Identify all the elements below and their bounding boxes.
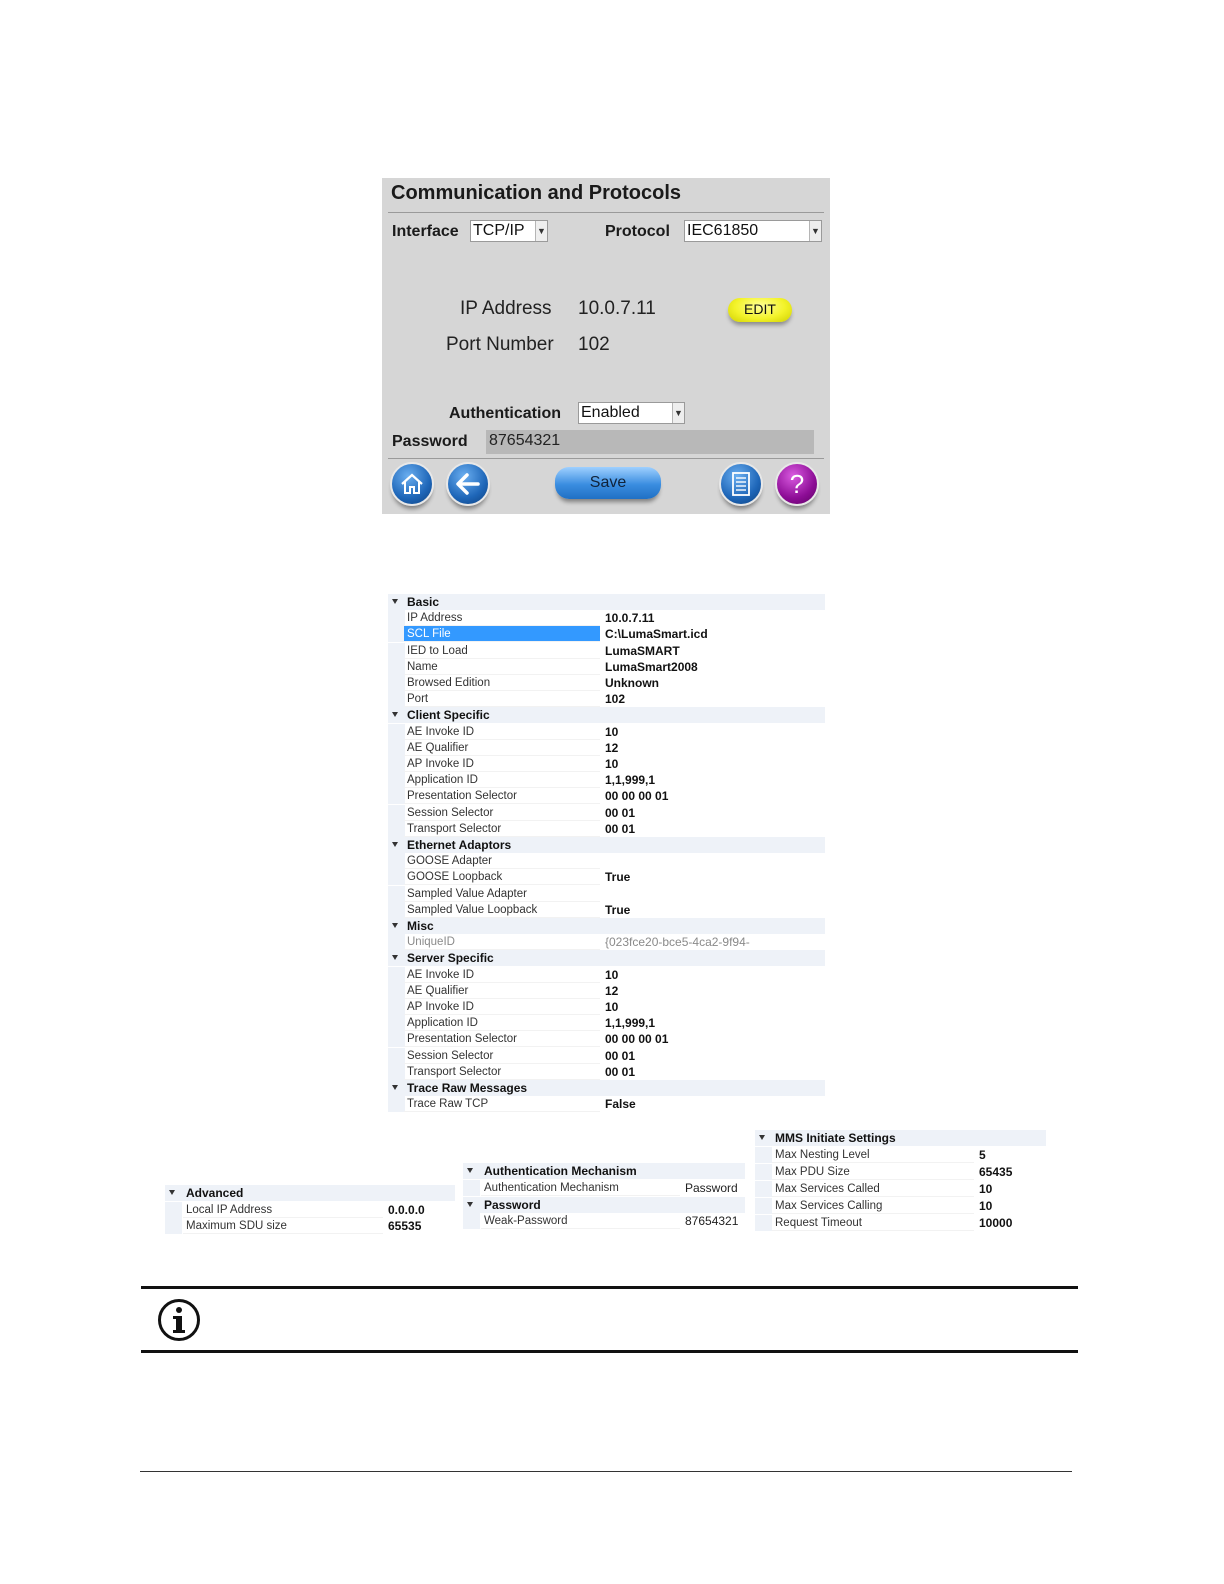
property-row[interactable] bbox=[388, 1031, 825, 1047]
password-label: Password bbox=[392, 433, 468, 450]
property-name: GOOSE Adapter bbox=[404, 853, 600, 869]
row-gutter bbox=[388, 886, 405, 902]
property-name: Authentication Mechanism bbox=[481, 1180, 680, 1196]
edit-button[interactable]: EDIT bbox=[728, 298, 792, 322]
property-name: Port bbox=[404, 691, 600, 707]
document-button[interactable] bbox=[719, 462, 763, 506]
row-gutter bbox=[388, 853, 405, 869]
property-name: Max Services Called bbox=[772, 1181, 974, 1197]
property-value[interactable]: 00 00 00 01 bbox=[605, 789, 669, 804]
property-name: Maximum SDU size bbox=[183, 1218, 383, 1234]
property-value[interactable]: Password bbox=[685, 1180, 738, 1195]
category-label: Trace Raw Messages bbox=[407, 1081, 528, 1095]
category-label: Advanced bbox=[186, 1186, 244, 1200]
ip-address-value: 10.0.7.11 bbox=[578, 298, 656, 319]
property-row[interactable] bbox=[388, 675, 825, 691]
property-row[interactable] bbox=[388, 643, 825, 659]
port-number-value: 102 bbox=[578, 334, 610, 355]
chevron-down-icon[interactable]: ▼ bbox=[672, 403, 684, 423]
row-gutter bbox=[388, 626, 405, 642]
interface-label: Interface bbox=[392, 223, 459, 240]
authentication-select[interactable] bbox=[578, 402, 685, 424]
property-name: Application ID bbox=[404, 772, 600, 788]
property-value[interactable]: 00 01 bbox=[605, 1048, 636, 1063]
property-row[interactable] bbox=[388, 610, 825, 626]
property-row[interactable] bbox=[388, 772, 825, 788]
property-value[interactable]: 12 bbox=[605, 740, 619, 755]
property-value[interactable]: 10.0.7.11 bbox=[605, 611, 655, 626]
property-row[interactable] bbox=[388, 788, 825, 804]
chevron-down-icon[interactable]: ▼ bbox=[535, 221, 547, 241]
property-name: Transport Selector bbox=[404, 821, 600, 837]
property-name: Name bbox=[404, 659, 600, 675]
authentication-value: Enabled bbox=[581, 404, 640, 421]
protocol-value: IEC61850 bbox=[687, 222, 759, 239]
info-icon bbox=[157, 1298, 201, 1342]
row-gutter bbox=[388, 983, 405, 999]
row-gutter bbox=[388, 902, 405, 918]
collapse-triangle-icon[interactable] bbox=[392, 712, 398, 717]
collapse-triangle-icon[interactable] bbox=[169, 1190, 175, 1195]
password-field[interactable] bbox=[486, 430, 814, 454]
help-icon bbox=[777, 464, 817, 504]
property-value[interactable]: LumaSMART bbox=[605, 643, 680, 658]
protocol-select[interactable] bbox=[684, 220, 822, 242]
collapse-triangle-icon[interactable] bbox=[392, 955, 398, 960]
panel-title: Communication and Protocols bbox=[391, 182, 682, 204]
property-name: AP Invoke ID bbox=[404, 756, 600, 772]
property-row[interactable] bbox=[388, 1015, 825, 1031]
row-gutter bbox=[388, 643, 405, 659]
property-value[interactable]: 10 bbox=[605, 757, 619, 771]
row-gutter bbox=[388, 1048, 405, 1064]
category-row[interactable] bbox=[388, 918, 825, 934]
collapse-triangle-icon[interactable] bbox=[467, 1202, 473, 1207]
property-name: AE Invoke ID bbox=[404, 724, 600, 740]
property-value[interactable]: 0.0.0.0 bbox=[388, 1202, 425, 1217]
property-value[interactable]: 00 00 00 01 bbox=[605, 1032, 669, 1047]
category-label: Client Specific bbox=[407, 708, 490, 723]
category-label: Misc bbox=[407, 919, 434, 933]
property-row[interactable] bbox=[463, 1180, 745, 1196]
category-row[interactable] bbox=[165, 1185, 455, 1201]
property-value[interactable]: 00 01 bbox=[605, 821, 636, 836]
collapse-triangle-icon[interactable] bbox=[392, 1085, 398, 1090]
property-value[interactable]: LumaSmart2008 bbox=[605, 659, 698, 674]
property-row[interactable] bbox=[388, 983, 825, 999]
row-gutter bbox=[388, 1096, 405, 1112]
property-name: IP Address bbox=[404, 610, 600, 626]
property-value[interactable]: True bbox=[605, 870, 631, 885]
property-row[interactable] bbox=[388, 1048, 825, 1064]
property-name: Local IP Address bbox=[183, 1202, 383, 1218]
category-label: Ethernet Adaptors bbox=[407, 838, 512, 852]
category-label: MMS Initiate Settings bbox=[775, 1131, 896, 1145]
property-row[interactable] bbox=[388, 821, 825, 837]
property-name: Max Services Calling bbox=[772, 1198, 974, 1214]
category-row[interactable] bbox=[463, 1163, 745, 1179]
row-gutter bbox=[388, 1064, 405, 1080]
property-row[interactable] bbox=[165, 1218, 455, 1234]
property-value[interactable]: 10 bbox=[979, 1182, 993, 1196]
property-name: Browsed Edition bbox=[404, 675, 600, 691]
collapse-triangle-icon[interactable] bbox=[467, 1168, 473, 1173]
property-value[interactable]: 10 bbox=[605, 1000, 619, 1014]
category-label: Server Specific bbox=[407, 951, 494, 966]
row-gutter bbox=[388, 675, 405, 691]
property-value[interactable]: 5 bbox=[979, 1148, 986, 1162]
property-value[interactable]: {023fce20-bce5-4ca2-9f94- bbox=[605, 935, 750, 950]
property-row[interactable] bbox=[388, 999, 825, 1015]
home-button[interactable] bbox=[390, 462, 434, 506]
property-row[interactable] bbox=[755, 1147, 1046, 1163]
property-name: Weak-Password bbox=[481, 1213, 680, 1229]
row-gutter bbox=[388, 999, 405, 1015]
property-value[interactable]: False bbox=[605, 1097, 636, 1112]
back-button[interactable] bbox=[446, 462, 490, 506]
property-row[interactable] bbox=[755, 1181, 1046, 1197]
row-gutter bbox=[388, 788, 405, 804]
row-gutter bbox=[388, 967, 405, 983]
category-label: Authentication Mechanism bbox=[484, 1164, 637, 1178]
property-value[interactable]: 87654321 bbox=[685, 1214, 739, 1229]
row-gutter bbox=[165, 1218, 182, 1234]
svg-text:?: ? bbox=[789, 469, 805, 499]
property-row[interactable] bbox=[755, 1215, 1046, 1231]
row-gutter bbox=[388, 740, 405, 756]
property-row[interactable] bbox=[388, 934, 825, 950]
property-value[interactable]: 00 01 bbox=[605, 1064, 636, 1079]
home-icon bbox=[392, 464, 432, 504]
property-name: IED to Load bbox=[404, 643, 600, 659]
port-number-label: Port Number bbox=[446, 334, 554, 355]
row-gutter bbox=[755, 1198, 772, 1214]
collapse-triangle-icon[interactable] bbox=[392, 923, 398, 928]
property-row[interactable] bbox=[463, 1213, 745, 1229]
ip-address-label: IP Address bbox=[460, 298, 552, 319]
property-name: SCL File bbox=[404, 626, 600, 642]
document-icon bbox=[721, 464, 761, 504]
property-value[interactable]: 10 bbox=[979, 1199, 993, 1213]
property-row[interactable] bbox=[388, 1096, 825, 1112]
property-row[interactable] bbox=[388, 691, 825, 707]
row-gutter bbox=[388, 1015, 405, 1031]
property-value[interactable]: 65535 bbox=[388, 1219, 422, 1233]
row-gutter bbox=[388, 805, 405, 821]
property-value[interactable]: 00 01 bbox=[605, 805, 636, 820]
property-name: Max PDU Size bbox=[772, 1164, 974, 1180]
category-row[interactable] bbox=[755, 1130, 1046, 1146]
property-name: AE Invoke ID bbox=[404, 967, 600, 983]
title-divider bbox=[388, 212, 824, 213]
property-name: UniqueID bbox=[404, 934, 600, 950]
collapse-triangle-icon[interactable] bbox=[759, 1135, 765, 1140]
category-row[interactable] bbox=[388, 837, 825, 853]
property-value[interactable]: Unknown bbox=[605, 676, 659, 690]
row-gutter bbox=[388, 610, 405, 626]
property-row[interactable] bbox=[388, 626, 825, 642]
property-value[interactable]: 1,1,999,1 bbox=[605, 1016, 656, 1031]
property-row[interactable] bbox=[755, 1198, 1046, 1214]
note-bottom-rule bbox=[141, 1350, 1078, 1353]
property-value[interactable]: 10000 bbox=[979, 1216, 1013, 1230]
property-row[interactable] bbox=[388, 756, 825, 772]
category-label: Basic bbox=[407, 595, 440, 609]
authentication-label: Authentication bbox=[449, 405, 561, 422]
property-row[interactable] bbox=[388, 869, 825, 885]
protocol-label: Protocol bbox=[605, 223, 670, 240]
property-name: Sampled Value Loopback bbox=[404, 902, 600, 918]
property-name: GOOSE Loopback bbox=[404, 869, 600, 885]
property-name: Presentation Selector bbox=[404, 788, 600, 804]
property-name: Transport Selector bbox=[404, 1064, 600, 1080]
property-name: Max Nesting Level bbox=[772, 1147, 974, 1163]
property-name: Session Selector bbox=[404, 1048, 600, 1064]
category-row[interactable] bbox=[463, 1197, 745, 1213]
property-name: AE Qualifier bbox=[404, 740, 600, 756]
property-row[interactable] bbox=[388, 724, 825, 740]
property-name: AE Qualifier bbox=[404, 983, 600, 999]
property-value[interactable]: C:\LumaSmart.icd bbox=[605, 627, 708, 642]
row-gutter bbox=[755, 1147, 772, 1163]
property-name: Trace Raw TCP bbox=[404, 1096, 600, 1112]
property-value[interactable]: 1,1,999,1 bbox=[605, 773, 656, 788]
row-gutter bbox=[755, 1215, 772, 1231]
row-gutter bbox=[388, 772, 405, 788]
category-row[interactable] bbox=[388, 950, 825, 966]
collapse-triangle-icon[interactable] bbox=[392, 842, 398, 847]
property-name: AP Invoke ID bbox=[404, 999, 600, 1015]
chevron-down-icon[interactable]: ▼ bbox=[809, 221, 821, 241]
property-row[interactable] bbox=[388, 853, 825, 869]
category-row[interactable] bbox=[388, 707, 825, 723]
category-row[interactable] bbox=[388, 1080, 825, 1096]
password-value: 87654321 bbox=[489, 432, 561, 449]
footer-rule bbox=[140, 1471, 1072, 1472]
property-value[interactable]: 10 bbox=[605, 967, 619, 982]
property-name: Request Timeout bbox=[772, 1215, 974, 1231]
property-row[interactable] bbox=[755, 1164, 1046, 1180]
category-label: Password bbox=[484, 1197, 541, 1212]
row-gutter bbox=[388, 691, 405, 707]
property-row[interactable] bbox=[388, 805, 825, 821]
property-value[interactable]: 102 bbox=[605, 692, 626, 707]
note-top-rule bbox=[141, 1286, 1078, 1289]
property-row[interactable] bbox=[388, 967, 825, 983]
row-gutter bbox=[388, 821, 405, 837]
row-gutter bbox=[388, 1031, 405, 1047]
property-row[interactable] bbox=[165, 1202, 455, 1218]
property-value[interactable]: True bbox=[605, 902, 631, 917]
property-name: Presentation Selector bbox=[404, 1031, 600, 1047]
collapse-triangle-icon[interactable] bbox=[392, 599, 398, 604]
row-gutter bbox=[388, 934, 405, 950]
row-gutter bbox=[165, 1202, 182, 1218]
interface-value: TCP/IP bbox=[473, 222, 525, 239]
property-name: Session Selector bbox=[404, 805, 600, 821]
property-row[interactable] bbox=[388, 740, 825, 756]
row-gutter bbox=[388, 724, 405, 740]
property-name: Sampled Value Adapter bbox=[404, 886, 600, 902]
row-gutter bbox=[388, 869, 405, 885]
row-gutter bbox=[755, 1181, 772, 1197]
property-value[interactable]: 12 bbox=[605, 983, 619, 998]
property-row[interactable] bbox=[388, 886, 825, 902]
property-value[interactable]: 65435 bbox=[979, 1165, 1013, 1179]
save-button[interactable]: Save bbox=[555, 467, 661, 499]
property-row[interactable] bbox=[388, 902, 825, 918]
interface-select[interactable] bbox=[470, 220, 548, 242]
back-arrow-icon bbox=[448, 464, 488, 504]
property-name: Application ID bbox=[404, 1015, 600, 1031]
row-gutter bbox=[755, 1164, 772, 1180]
row-gutter bbox=[388, 659, 405, 675]
help-button[interactable] bbox=[775, 462, 819, 506]
property-row[interactable] bbox=[388, 659, 825, 675]
row-gutter bbox=[463, 1213, 480, 1229]
property-value[interactable]: 10 bbox=[605, 724, 619, 739]
row-gutter bbox=[388, 756, 405, 772]
category-row[interactable] bbox=[388, 594, 825, 610]
communication-protocols-panel bbox=[382, 178, 830, 514]
row-gutter bbox=[463, 1180, 480, 1196]
property-row[interactable] bbox=[388, 1064, 825, 1080]
bottom-divider bbox=[388, 458, 824, 459]
